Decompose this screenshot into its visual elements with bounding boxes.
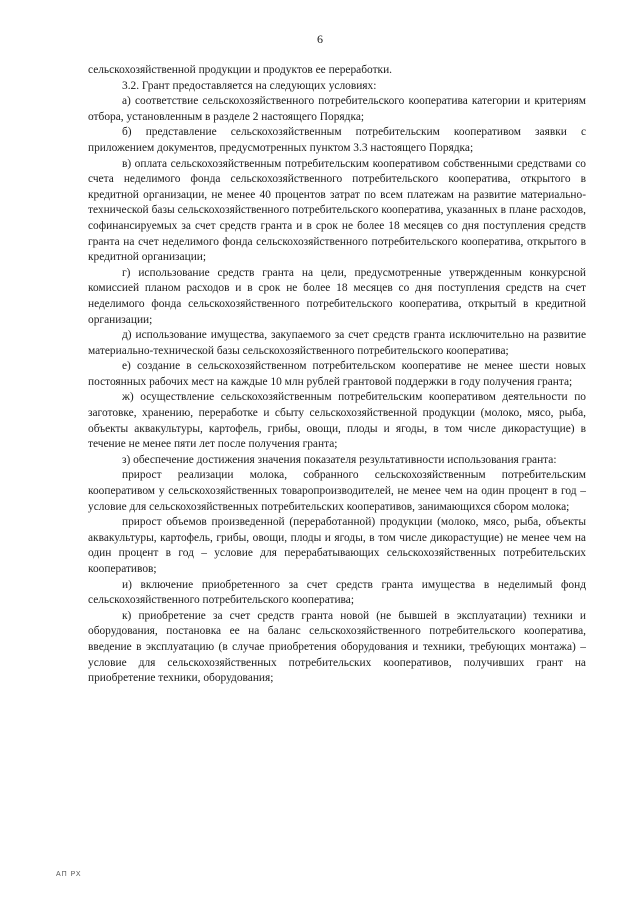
paragraph: сельскохозяйственной продукции и продуктов ее переработки. xyxy=(88,64,393,76)
paragraph: а) соответствие сельскохозяйственного потребительского кооператива категории и критериям отбора, установленным в разделе 2 настоящего Порядка; xyxy=(88,95,586,123)
paragraph: е) создание в сельскохозяйственном потребительском кооперативе не менее шести новых постоянных рабочих мест на каждые 10 млн рублей грантовой поддержки в году получения гранта; xyxy=(88,360,586,388)
footer-mark: АП РХ xyxy=(56,871,82,878)
paragraph: ж) осуществление сельскохозяйственным потребительским кооперативом деятельности по заготовке, хранению, переработке и сбыту сельскохозяйственной продукции (молоко, мясо, рыба, объекты аквакультуры, картофель, грибы, овощи, плоды и ягоды, в том числе дикорастущие) в течение не менее пяти лет после получения гранта; xyxy=(88,391,586,451)
page-number: 6 xyxy=(317,32,323,46)
paragraph: и) включение приобретенного за счет средств гранта имущества в неделимый фонд сельскохозяйственного потребительского кооператива; xyxy=(88,578,586,607)
paragraph: д) использование имущества, закупаемого за счет средств гранта исключительно на развитие материально-технической базы сельскохозяйственного потребительского кооператива; xyxy=(88,329,586,357)
paragraph: к) приобретение за счет средств гранта новой (не бывшей в эксплуатации) техники и оборудования, постановка ее на баланс сельскохозяйственного потребительского кооператива, введение в эксплуатацию (в случае приобретения оборудования и техники, требующих монтажа) – условие для сельскохозяйственных потребительских кооперативов, получивших грант на приобретение техники, оборудования; xyxy=(88,609,586,685)
paragraph: 3.2. Грант предоставляется на следующих условиях: xyxy=(122,79,377,92)
paragraph: б) представление сельскохозяйственным потребительским кооперативом заявки с приложением документов, предусмотренных пунктом 3.3 настоящего Порядка; xyxy=(88,126,586,154)
paragraph: прирост реализации молока, собранного сельскохозяйственным потребительским кооперативом у сельскохозяйственных товаропроизводителей, не менее чем на один процент в год – условие для сельскохозяйственных потребительских кооперативов, занимающихся сбором молока; xyxy=(88,469,586,513)
paragraph: г) использование средств гранта на цели, предусмотренные утвержденным конкурсной комиссией планом расходов и в срок не более 18 месяцев со дня поступления средств на счет неделимого фонда сельскохозяйственного потребительского кооператива, открытый в кредитной организации; xyxy=(88,266,586,326)
paragraph: з) обеспечение достижения значения показателя результативности использования гранта: xyxy=(122,453,557,466)
paragraph: в) оплата сельскохозяйственным потребительским кооперативом собственными средствами со счета неделимого фонда сельскохозяйственного потребительского кооператива, открытого в кредитной организации, не менее 40 процентов затрат по всем платежам на развитие материально-технической базы сельскохозяйственного потребительского кооператива, указанных в плане расходов, софинансируемых за счет средств гранта и в срок не более 18 месяцев со дня поступления средств гранта на счет неделимого фонда сельскохозяйственного потребительского кооператива, открытого в кредитной организации; xyxy=(88,157,586,264)
document-body xyxy=(88,63,586,687)
paragraph: прирост объемов произведенной (переработанной) продукции (молоко, мясо, рыба, объекты аквакультуры, картофель, грибы, овощи, плоды и ягоды, в том числе дикорастущие) не менее чем на один процент в год – условие для перерабатывающих сельскохозяйственных потребительских кооперативов; xyxy=(88,516,586,575)
